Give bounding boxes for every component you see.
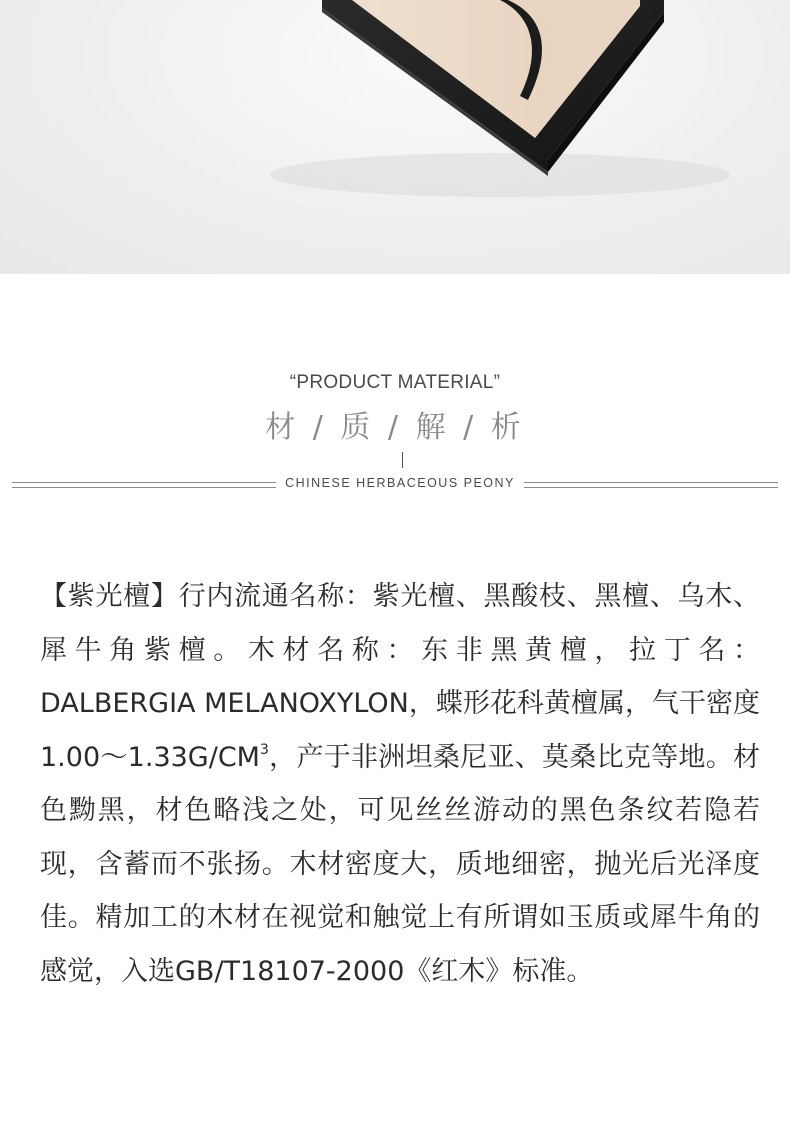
jewelry-box-image — [0, 0, 790, 274]
section-subtitle: CHINESE HERBACEOUS PEONY — [285, 476, 515, 490]
product-photo — [0, 0, 790, 274]
description-part-1: 【紫光檀】行内流通名称：紫光檀、黑酸枝、黑檀、乌木、犀牛角紫檀。木材名称：东非黑黄檀，拉丁名：DALBERGIA MELANOXYLON，蝶形花科黄檀属，气干密度1.00～1.33G/CM — [40, 581, 760, 773]
divider-left — [12, 482, 276, 488]
superscript-3: 3 — [259, 741, 269, 758]
section-title-en: “PRODUCT MATERIAL” — [289, 372, 501, 393]
material-description — [40, 570, 760, 998]
section-title-cn: 材 / 质 / 解 / 析 — [265, 410, 525, 445]
description-part-2: ，产于非洲坦桑尼亚、莫桑比克等地。材色黝黑，材色略浅之处，可见丝丝游动的黑色条纹若隐若现，含蓄而不张扬。木材密度大，质地细密，抛光后光泽度佳。精加工的木材在视觉和触觉上有所谓如玉质或犀牛角的感觉，入选GB/T18107-2000《红木》标准。 — [40, 741, 760, 987]
divider-tick — [402, 452, 403, 468]
divider-right — [524, 482, 778, 488]
